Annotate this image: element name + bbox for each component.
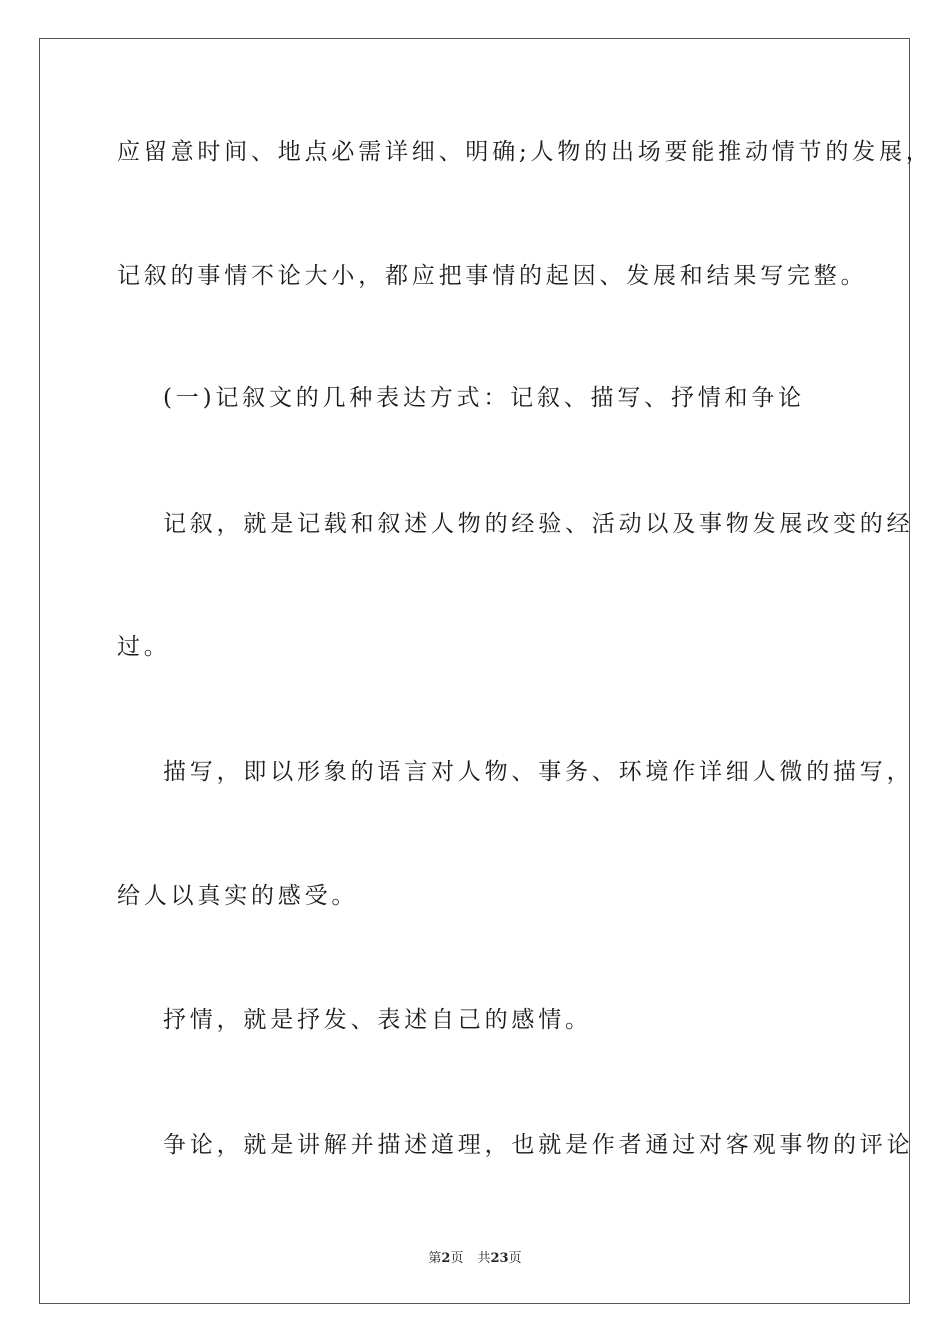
paragraph-line-7: 给人以真实的感受。 — [117, 883, 359, 909]
paragraph-line-6: 描写，即以形象的语言对人物、事务、环境作详细人微的描写， — [163, 759, 914, 785]
page-footer — [0, 1247, 950, 1266]
paragraph-line-4: 记叙，就是记载和叙述人物的经验、活动以及事物发展改变的经 — [163, 511, 914, 537]
paragraph-line-9: 争论，就是讲解并描述道理，也就是作者通过对客观事物的评论 — [163, 1132, 914, 1158]
footer-page-number: 2 — [441, 1251, 451, 1266]
footer-total-prefix: 共 — [477, 1251, 491, 1266]
paragraph-line-2: 记叙的事情不论大小，都应把事情的起因、发展和结果写完整。 — [117, 263, 868, 289]
paragraph-line-8: 抒情，就是抒发、表述自己的感情。 — [163, 1007, 592, 1033]
page-frame — [39, 38, 910, 1304]
paragraph-line-5: 过。 — [117, 634, 171, 660]
paragraph-line-1: 应留意时间、地点必需详细、明确;人物的出场要能推动情节的发展， — [117, 139, 933, 165]
footer-total-pages: 23 — [490, 1251, 509, 1266]
footer-total-suffix: 页 — [508, 1251, 522, 1266]
footer-page-suffix: 页 — [450, 1251, 464, 1266]
footer-page-prefix: 第 — [428, 1251, 442, 1266]
section-heading: (一)记叙文的几种表达方式：记叙、描写、抒情和争论 — [163, 385, 805, 411]
